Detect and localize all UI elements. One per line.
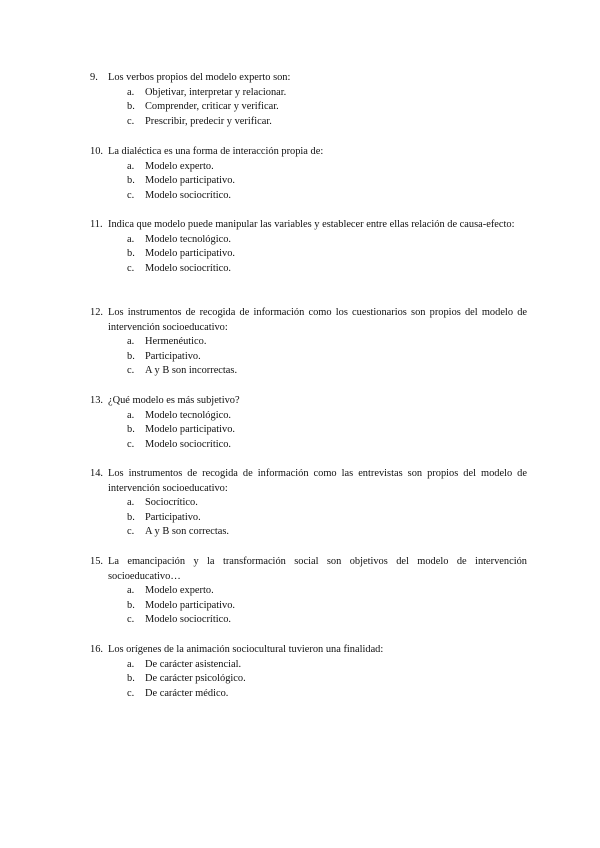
option-text: De carácter médico. [145,687,229,699]
option-letter: b. [127,175,135,187]
question-10 [90,145,527,203]
option-c [127,364,527,379]
option-letter: c. [127,438,135,450]
option-text: De carácter asistencial. [145,658,242,670]
option-letter: a. [127,86,135,98]
question-number: 13. [90,395,103,406]
option-a [127,335,527,350]
option-text: Modelo participativo. [145,175,236,187]
option-text: Modelo sociocrítico. [145,262,231,274]
option-letter: c. [127,687,135,699]
option-c [127,613,527,628]
option-text: Comprender, criticar y verificar. [145,101,279,113]
option-b [127,350,527,365]
option-text: De carácter psicológico. [145,673,246,685]
option-text: Modelo sociocrítico. [145,438,231,450]
option-text: Hermenéutico. [145,336,207,348]
question-13 [90,394,527,452]
question-number: 15. [90,556,103,567]
option-b [127,247,527,262]
question-14 [90,467,527,540]
option-b [127,599,527,614]
question-text: Los verbos propios del modelo experto son: [108,72,291,83]
option-text: Modelo sociocrítico. [145,189,231,201]
question-11 [90,218,527,276]
question-text: Los orígenes de la animación sociocultural tuvieron una finalidad: [108,644,384,655]
option-letter: b. [127,248,135,260]
option-text: Modelo sociocrítico. [145,614,231,626]
option-a [127,233,527,248]
option-letter: a. [127,160,135,172]
option-text: Modelo experto. [145,160,214,172]
option-a [127,496,527,511]
option-letter: b. [127,599,135,611]
question-text: La emancipación y la transformación social son objetivos del modelo de intervención socioeducativo… [108,556,527,582]
question-text: Indica que modelo puede manipular las variables y establecer entre ellas relación de causa-efecto: [108,219,515,230]
question-12 [90,306,527,379]
option-c [127,115,527,130]
option-text: Participativo. [145,350,201,362]
option-letter: a. [127,409,135,421]
option-letter: c. [127,526,135,538]
option-letter: a. [127,585,135,597]
option-a [127,86,527,101]
option-text: Modelo tecnológico. [145,409,231,421]
option-a [127,584,527,599]
option-letter: b. [127,511,135,523]
option-c [127,262,527,277]
question-number: 11. [90,219,103,230]
option-text: Modelo experto. [145,585,214,597]
option-a [127,160,527,175]
option-letter: c. [127,189,135,201]
option-text: A y B son correctas. [145,526,229,538]
question-9 [90,71,527,129]
option-b [127,174,527,189]
option-b [127,100,527,115]
option-letter: b. [127,101,135,113]
question-number: 16. [90,644,103,655]
option-letter: a. [127,336,135,348]
question-number: 10. [90,146,103,157]
option-a [127,658,527,673]
option-text: A y B son incorrectas. [145,365,238,377]
option-letter: b. [127,350,135,362]
question-number: 14. [90,468,103,479]
option-text: Modelo tecnológico. [145,233,231,245]
option-c [127,189,527,204]
option-text: Modelo participativo. [145,424,236,436]
option-b [127,672,527,687]
question-number: 12. [90,307,103,318]
option-letter: a. [127,497,135,509]
option-text: Objetivar, interpretar y relacionar. [145,86,287,98]
option-c [127,438,527,453]
option-letter: c. [127,262,135,274]
option-a [127,409,527,424]
question-15 [90,555,527,628]
option-text: Prescribir, predecir y verificar. [145,115,272,127]
option-letter: c. [127,115,135,127]
question-16 [90,643,527,701]
option-b [127,511,527,526]
question-text: La dialéctica es una forma de interacción propia de: [108,146,324,157]
option-text: Sociocrítico. [145,497,198,509]
question-text: Los instrumentos de recogida de información como los cuestionarios son propios del modelo de intervención socioeducativo: [108,307,527,333]
question-number: 9. [90,72,98,83]
option-letter: c. [127,365,135,377]
option-text: Modelo participativo. [145,599,236,611]
question-text: Los instrumentos de recogida de información como las entrevistas son propios del modelo de intervención socioeducativo: [108,468,527,494]
option-letter: a. [127,233,135,245]
option-text: Participativo. [145,511,201,523]
option-c [127,525,527,540]
option-letter: c. [127,614,135,626]
option-letter: b. [127,424,135,436]
option-b [127,423,527,438]
question-text: ¿Qué modelo es más subjetivo? [108,395,240,406]
option-letter: b. [127,673,135,685]
option-text: Modelo participativo. [145,248,236,260]
option-c [127,687,527,702]
option-letter: a. [127,658,135,670]
